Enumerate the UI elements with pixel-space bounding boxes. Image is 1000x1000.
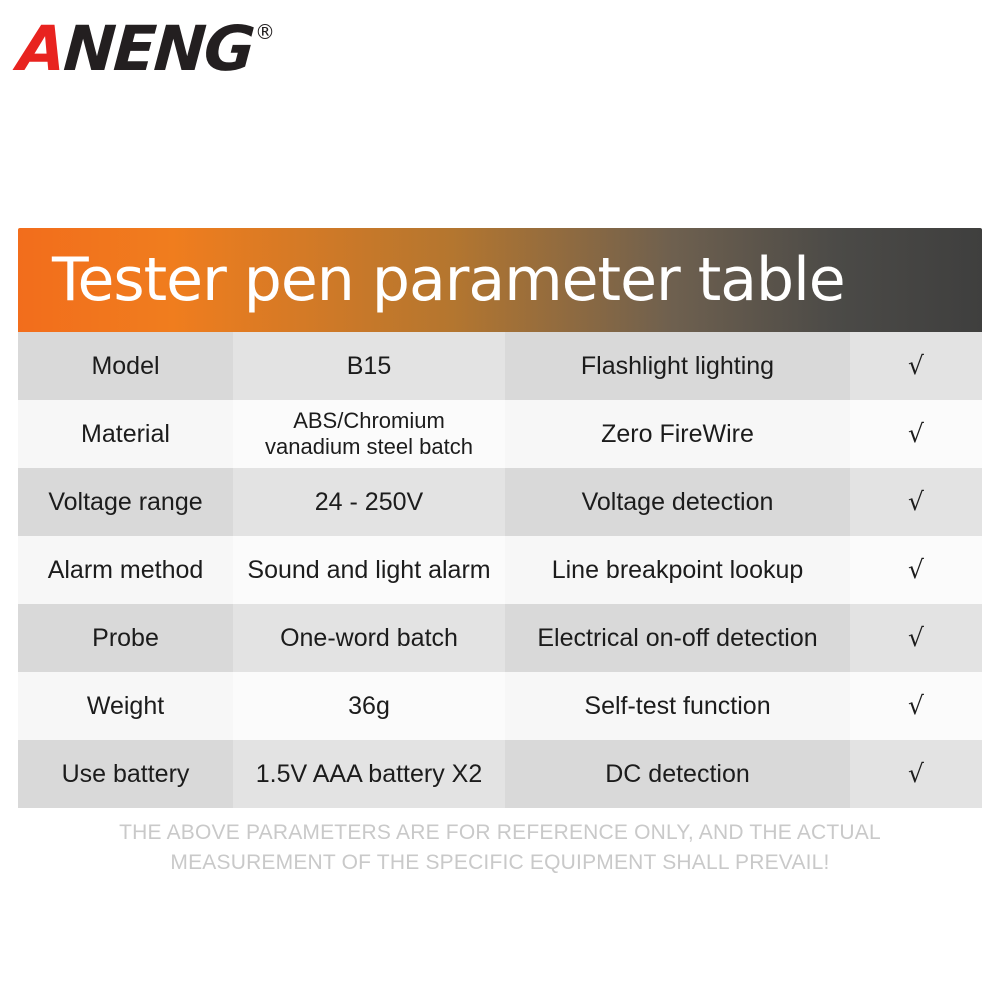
table-row (18, 740, 982, 808)
spec-label: Voltage range (18, 468, 233, 536)
parameter-table-block (18, 228, 982, 879)
feature-label: DC detection (505, 740, 850, 808)
table-row (18, 468, 982, 536)
feature-supported-check-icon: √ (850, 604, 982, 672)
disclaimer-line-1: THE ABOVE PARAMETERS ARE FOR REFERENCE ONLY, AND THE ACTUAL (119, 821, 881, 844)
spec-label: Alarm method (18, 536, 233, 604)
feature-supported-check-icon: √ (850, 536, 982, 604)
spec-value: 36g (233, 672, 505, 740)
spec-label: Probe (18, 604, 233, 672)
spec-value: 24 - 250V (233, 468, 505, 536)
feature-label: Voltage detection (505, 468, 850, 536)
spec-label: Material (18, 400, 233, 468)
table-title-bar (18, 228, 982, 332)
brand-logo-initial: A (15, 12, 67, 85)
brand-logo-rest: NENG (61, 12, 256, 85)
feature-label: Self-test function (505, 672, 850, 740)
feature-supported-check-icon: √ (850, 332, 982, 400)
feature-supported-check-icon: √ (850, 672, 982, 740)
spec-label: Weight (18, 672, 233, 740)
feature-label: Zero FireWire (505, 400, 850, 468)
feature-label: Flashlight lighting (505, 332, 850, 400)
page-title: Tester pen parameter table (52, 245, 845, 315)
feature-label: Electrical on-off detection (505, 604, 850, 672)
parameter-table (18, 332, 982, 808)
disclaimer-line-2: MEASUREMENT OF THE SPECIFIC EQUIPMENT SHALL PREVAIL! (170, 851, 830, 875)
table-row (18, 604, 982, 672)
table-row (18, 332, 982, 400)
spec-value-line-1: ABS/Chromium (293, 408, 445, 434)
feature-supported-check-icon: √ (850, 400, 982, 468)
spec-value: 1.5V AAA battery X2 (233, 740, 505, 808)
table-row (18, 536, 982, 604)
disclaimer-note (18, 818, 982, 879)
spec-value-line-2: vanadium steel batch (265, 434, 473, 459)
feature-label: Line breakpoint lookup (505, 536, 850, 604)
registered-trademark-icon: ® (255, 20, 276, 44)
brand-logo (15, 12, 276, 85)
feature-supported-check-icon: √ (850, 468, 982, 536)
table-row (18, 400, 982, 468)
spec-label: Model (18, 332, 233, 400)
spec-value (233, 400, 505, 468)
table-row (18, 672, 982, 740)
feature-supported-check-icon: √ (850, 740, 982, 808)
spec-value: B15 (233, 332, 505, 400)
brand-logo-text (15, 12, 256, 85)
spec-label: Use battery (18, 740, 233, 808)
spec-value: One-word batch (233, 604, 505, 672)
spec-value: Sound and light alarm (233, 536, 505, 604)
